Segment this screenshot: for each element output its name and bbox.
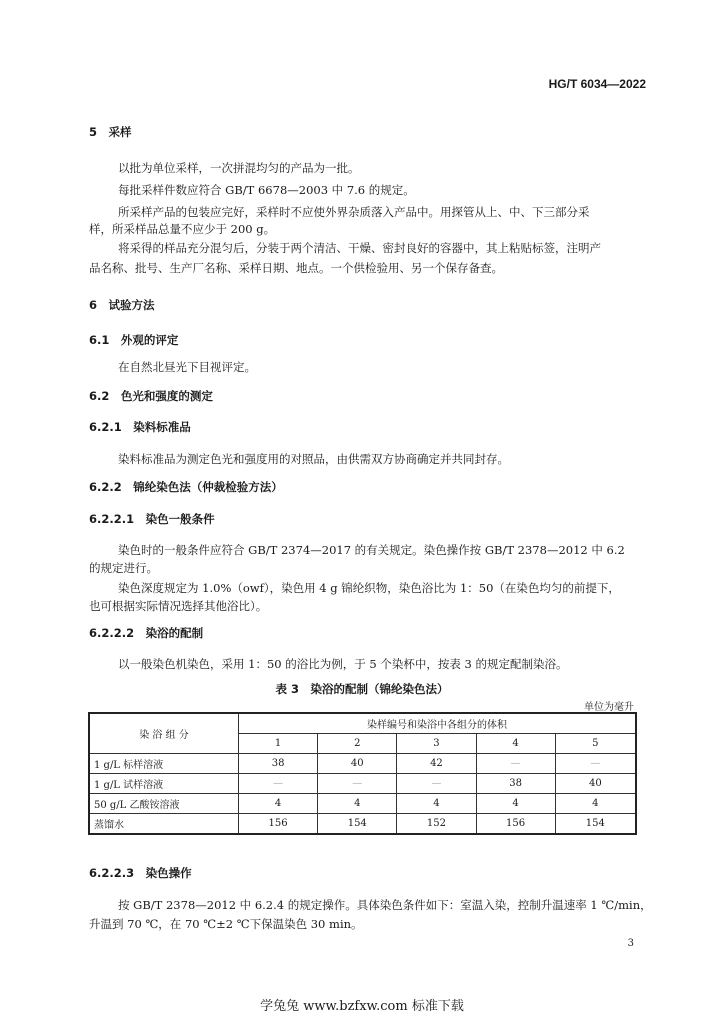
paragraph: 升温到 70 ℃，在 70 ℃±2 ℃下保温染色 30 min。: [89, 917, 363, 931]
standard-code: HG/T 6034—2022: [548, 77, 646, 91]
paragraph: 每批采样件数应符合 GB/T 6678—2003 中 7.6 的规定。: [118, 183, 415, 197]
table-3: [88, 712, 637, 835]
row-label: 50 g/L 乙酸铵溶液: [89, 794, 239, 814]
column-number: 1: [239, 734, 318, 754]
table-row: [89, 814, 636, 835]
footer-watermark: 学兔兔 www.bzfxw.com 标准下载: [260, 999, 464, 1014]
table-cell: 154: [318, 814, 397, 835]
column-number: 5: [555, 734, 636, 754]
table-cell: 42: [397, 754, 476, 774]
table-caption: 表 3 染浴的配制（锦纶染色法）: [275, 682, 449, 696]
row-label: 蒸馏水: [89, 814, 239, 835]
column-header: 染 浴 组 分: [89, 713, 239, 754]
table-cell: 38: [239, 754, 318, 774]
column-number: 2: [318, 734, 397, 754]
paragraph: 染色深度规定为 1.0%（owf），染色用 4 g 锦纶织物，染色浴比为 1：50（在染色均匀的前提下，: [118, 581, 620, 595]
table-cell: 156: [239, 814, 318, 835]
table-row: [89, 794, 636, 814]
table-cell: 40: [318, 754, 397, 774]
column-number: 4: [476, 734, 555, 754]
section-6-2-2-3-heading: 6.2.2.3 染色操作: [89, 866, 192, 880]
table-cell: 40: [555, 774, 636, 794]
table-cell: 4: [397, 794, 476, 814]
paragraph: 品名称、批号、生产厂名称、采样日期、地点。一个供检验用、另一个保存备查。: [89, 261, 503, 275]
paragraph: 也可根据实际情况选择其他浴比）。: [89, 599, 268, 613]
row-label: 1 g/L 试样溶液: [89, 774, 239, 794]
paragraph: 染料标准品为测定色光和强度用的对照品，由供需双方协商确定并共同封存。: [118, 452, 509, 466]
table-cell: —: [555, 754, 636, 774]
table-cell: 4: [476, 794, 555, 814]
table-cell: 152: [397, 814, 476, 835]
table-unit: 单位为毫升: [584, 702, 634, 713]
paragraph: 所采样产品的包装应完好，采样时不应使外界杂质落入产品中。用探管从上、中、下三部分采: [118, 205, 590, 219]
paragraph: 的规定进行。: [89, 561, 158, 575]
group-header: 染样编号和染浴中各组分的体积: [239, 713, 637, 734]
section-5-heading: 5 采样: [89, 125, 132, 139]
paragraph: 按 GB/T 2378—2012 中 6.2.4 的规定操作。具体染色条件如下：室温入染，控制升温速率 1 ℃/min，: [118, 898, 652, 912]
table-cell: 4: [318, 794, 397, 814]
section-6-heading: 6 试验方法: [89, 298, 155, 312]
table-cell: —: [318, 774, 397, 794]
table-cell: —: [239, 774, 318, 794]
paragraph: 染色时的一般条件应符合 GB/T 2374—2017 的有关规定。染色操作按 GB/T 2378—2012 中 6.2: [118, 543, 625, 557]
row-label: 1 g/L 标样溶液: [89, 754, 239, 774]
paragraph: 以一般染色机染色，采用 1：50 的浴比为例，于 5 个染杯中，按表 3 的规定配制染浴。: [118, 657, 568, 671]
section-6-1-heading: 6.1 外观的评定: [89, 333, 179, 347]
table-cell: —: [476, 754, 555, 774]
paragraph: 在自然北昼光下目视评定。: [118, 360, 256, 374]
section-6-2-1-heading: 6.2.1 染料标准品: [89, 420, 191, 434]
table-cell: —: [397, 774, 476, 794]
table-row: [89, 774, 636, 794]
table-cell: 38: [476, 774, 555, 794]
table-row: [89, 754, 636, 774]
table-cell: 4: [555, 794, 636, 814]
page-number: 3: [627, 938, 634, 949]
section-6-2-2-2-heading: 6.2.2.2 染浴的配制: [89, 626, 204, 640]
paragraph: 以批为单位采样，一次拼混均匀的产品为一批。: [118, 161, 360, 175]
table-header-row: [89, 713, 636, 734]
paragraph: 将采得的样品充分混匀后，分装于两个清洁、干燥、密封良好的容器中，其上粘贴标签，注明产: [118, 241, 601, 255]
column-number: 3: [397, 734, 476, 754]
section-6-2-2-1-heading: 6.2.2.1 染色一般条件: [89, 512, 215, 526]
table-cell: 4: [239, 794, 318, 814]
section-6-2-heading: 6.2 色光和强度的测定: [89, 389, 213, 403]
table-cell: 156: [476, 814, 555, 835]
paragraph: 样，所采样品总量不应少于 200 g。: [89, 222, 276, 236]
section-6-2-2-heading: 6.2.2 锦纶染色法（仲裁检验方法）: [89, 480, 283, 494]
table-cell: 154: [555, 814, 636, 835]
